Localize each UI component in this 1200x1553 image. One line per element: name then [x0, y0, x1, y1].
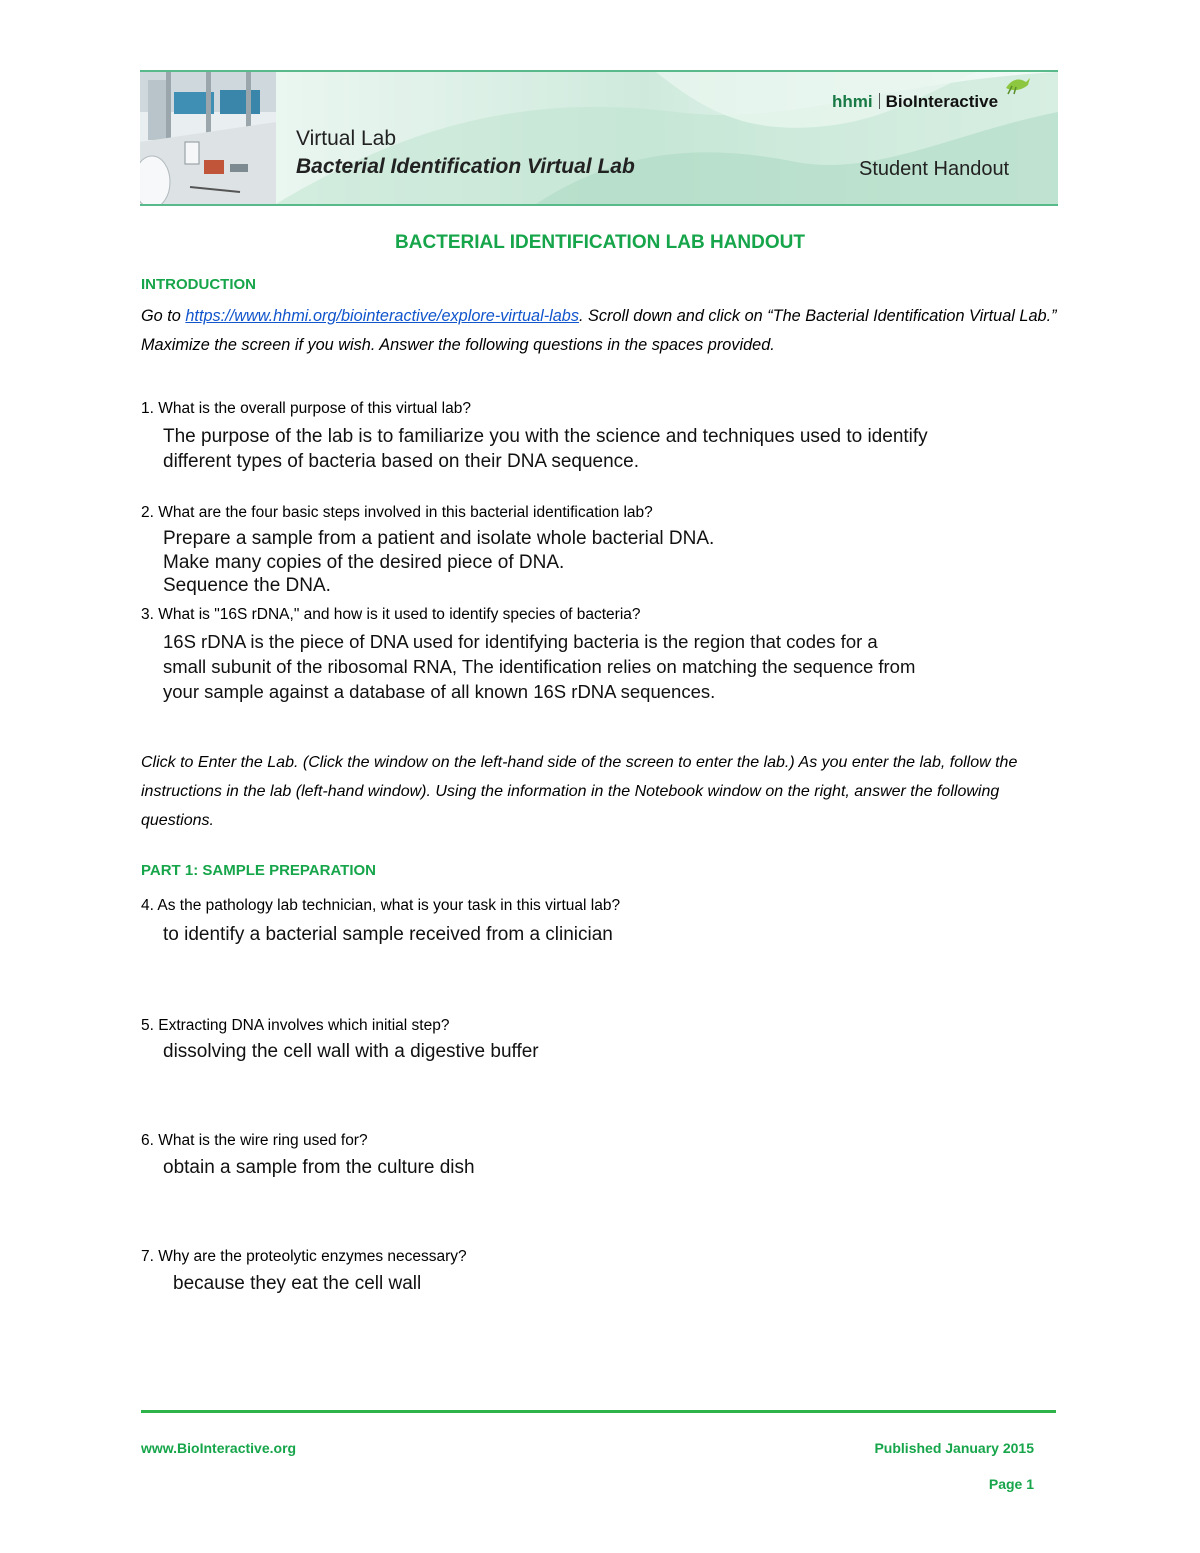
answer-line: your sample against a database of all known 16S rDNA sequences.	[163, 681, 716, 702]
hhmi-biointeractive-logo	[832, 92, 998, 112]
answer-line: Make many copies of the desired piece of DNA.	[163, 551, 565, 573]
question-2	[141, 502, 653, 524]
banner-lab-title: Bacterial Identification Virtual Lab	[296, 155, 635, 178]
answer-line: to identify a bacterial sample received from a clinician	[163, 924, 613, 945]
question-3	[141, 604, 641, 626]
answer-4[interactable]	[163, 922, 613, 947]
answer-3[interactable]	[163, 629, 915, 704]
answer-line: different types of bacteria based on their DNA sequence.	[163, 451, 640, 472]
answer-line: Prepare a sample from a patient and isolate whole bacterial DNA.	[163, 528, 715, 549]
part-1-heading: PART 1: SAMPLE PREPARATION	[141, 862, 377, 879]
introduction-paragraph	[141, 302, 1061, 360]
intro-suffix: . Scroll down and click on “The Bacterial Identification Virtual Lab.” Maximize the screen if you wish. Answer the following questions in the spaces provided.	[141, 307, 1057, 354]
lab-scene-image	[140, 72, 276, 204]
answer-line: because they eat the cell wall	[173, 1273, 422, 1294]
question-6	[141, 1130, 368, 1152]
answer-line: The purpose of the lab is to familiarize you with the science and techniques used to identify	[163, 426, 928, 447]
introduction-heading: INTRODUCTION	[141, 276, 256, 293]
question-1	[141, 398, 471, 420]
logo-biointeractive: BioInteractive	[885, 92, 999, 111]
answer-line: obtain a sample from the culture dish	[163, 1157, 475, 1178]
question-text: Why are the proteolytic enzymes necessary?	[158, 1248, 467, 1265]
question-text: What is the overall purpose of this virtual lab?	[158, 400, 471, 417]
answer-2[interactable]	[163, 527, 714, 598]
question-text: What is the wire ring used for?	[158, 1132, 368, 1149]
logo-hhmi: hhmi	[832, 92, 873, 111]
question-text: What are the four basic steps involved in this bacterial identification lab?	[158, 504, 653, 521]
footer-published-date: Published January 2015	[874, 1440, 1034, 1456]
answer-line: Sequence the DNA.	[163, 575, 331, 596]
lab-instructions: Click to Enter the Lab. (Click the window on the left-hand side of the screen to enter the lab.) As you enter the lab, follow the instructions in the lab (left-hand window). Using the information in the Notebook window on the right, answer the following questions.	[141, 754, 1018, 829]
footer-website-link[interactable]: www.BioInteractive.org	[141, 1440, 297, 1456]
question-7	[141, 1246, 467, 1268]
virtual-labs-link[interactable]: https://www.hhmi.org/biointeractive/explore-virtual-labs	[185, 307, 579, 325]
banner-subtitle: Virtual Lab	[296, 127, 397, 150]
header-banner	[140, 70, 1058, 206]
footer-divider	[141, 1410, 1056, 1413]
question-4	[141, 895, 620, 917]
answer-7[interactable]	[173, 1271, 421, 1296]
answer-6[interactable]	[163, 1155, 475, 1180]
answer-line: dissolving the cell wall with a digestive buffer	[163, 1041, 539, 1062]
question-number: 1.	[141, 400, 154, 417]
intro-prefix: Go to	[141, 307, 186, 325]
question-number: 4.	[141, 897, 154, 914]
bird-icon	[1002, 74, 1032, 96]
question-number: 6.	[141, 1132, 154, 1149]
footer-page-number: Page 1	[988, 1476, 1034, 1492]
banner-handout-label: Student Handout	[859, 158, 1010, 180]
question-number: 7.	[141, 1248, 154, 1265]
answer-line: 16S rDNA is the piece of DNA used for identifying bacteria is the region that codes for a	[163, 631, 878, 652]
answer-1[interactable]	[163, 424, 928, 474]
answer-5[interactable]	[163, 1039, 539, 1064]
question-number: 2.	[141, 504, 154, 521]
question-number: 5.	[141, 1017, 154, 1034]
question-text: As the pathology lab technician, what is your task in this virtual lab?	[157, 897, 621, 914]
question-text: What is "16S rDNA," and how is it used to identify species of bacteria?	[158, 606, 641, 623]
answer-line: small subunit of the ribosomal RNA, The identification relies on matching the sequence from	[163, 656, 916, 677]
question-text: Extracting DNA involves which initial step?	[158, 1017, 450, 1034]
question-5	[141, 1015, 449, 1037]
question-number: 3.	[141, 606, 154, 623]
page-title: BACTERIAL IDENTIFICATION LAB HANDOUT	[395, 232, 805, 253]
